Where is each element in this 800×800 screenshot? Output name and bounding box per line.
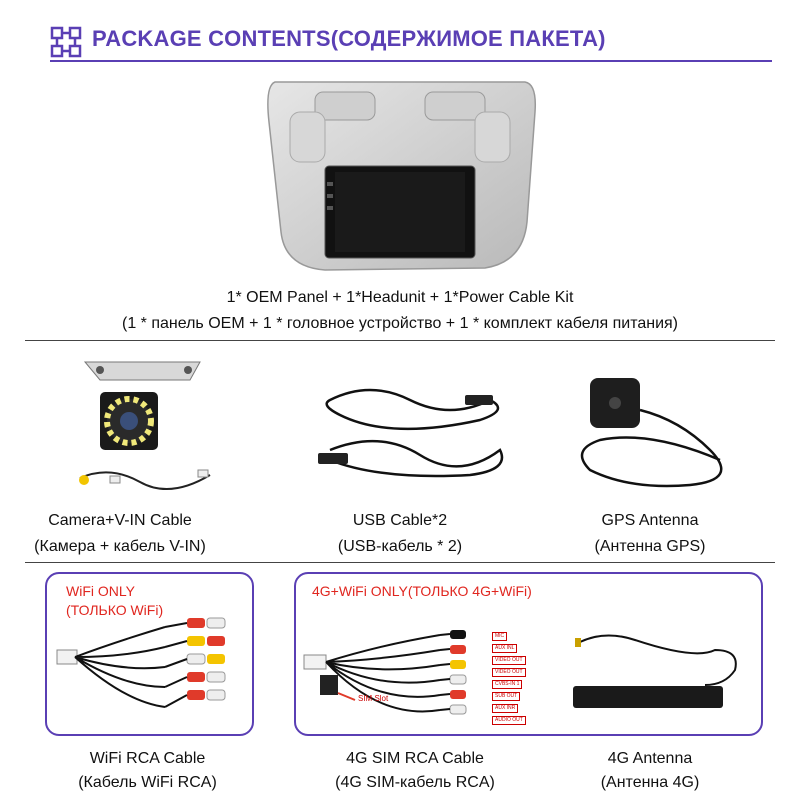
camera-caption-en: Camera+V-IN Cable [48,512,192,529]
main-item-caption-en: 1* OEM Panel + 1*Headunit + 1*Power Cable Kit [226,289,574,306]
gps-antenna-image [570,370,740,500]
rca-port-tags [492,632,532,732]
grid-squares-icon [50,26,82,58]
tag-aux-inl: AUX INL [492,644,517,653]
wifi-only-label-ru: (ТОЛЬКО WiFi) [66,602,164,618]
divider [25,562,775,563]
4g-sim-rca-caption-en: 4G SIM RCA Cable [346,750,484,767]
usb-caption-en: USB Cable*2 [352,512,448,529]
sim-slot-label: SIM Slot [358,694,389,703]
oem-panel-headunit-image [255,72,545,282]
tag-sub-out: SUB OUT [492,692,520,701]
tag-video-out-2: VIDEO OUT [492,668,526,677]
wifi-rca-caption-ru: (Кабель WiFi RCA) [78,774,217,791]
divider [25,340,775,341]
gps-caption-en: GPS Antenna [601,512,699,529]
wifi-rca-caption-en: WiFi RCA Cable [89,750,206,767]
gps-caption-ru: (Антенна GPS) [594,538,706,555]
tag-audio-out: AUDIO OUT [492,716,526,725]
camera-caption-ru: (Камера + кабель V-IN) [34,538,206,555]
4g-antenna-caption-en: 4G Antenna [607,750,693,767]
camera-cable-image [70,350,220,500]
main-item-caption-ru: (1 * панель OEM + 1 * головное устройство + 1 * комплект кабеля питания) [121,315,678,332]
4g-antenna-image [565,630,745,715]
tag-mic: MIC [492,632,507,641]
usb-cable-image [310,380,510,490]
usb-caption-ru: (USB-кабель * 2) [337,538,463,555]
4g-antenna-caption-ru: (Антенна 4G) [600,774,700,791]
wifi-rca-cable-image [55,612,245,727]
tag-aux-inr: AUX INR [492,704,518,713]
page-title: PACKAGE CONTENTS(СОДЕРЖИМОЕ ПАКЕТА) [92,26,606,51]
4g-wifi-only-label: 4G+WiFi ONLY(ТОЛЬКО 4G+WiFi) [312,583,532,599]
4g-sim-rca-caption-ru: (4G SIM-кабель RCA) [335,774,495,791]
wifi-only-label: WiFi ONLY [66,583,135,599]
header-underline [50,60,772,62]
tag-cvbs-in: CVBS-IN 1 [492,680,522,689]
tag-video-out: VIDEO OUT [492,656,526,665]
